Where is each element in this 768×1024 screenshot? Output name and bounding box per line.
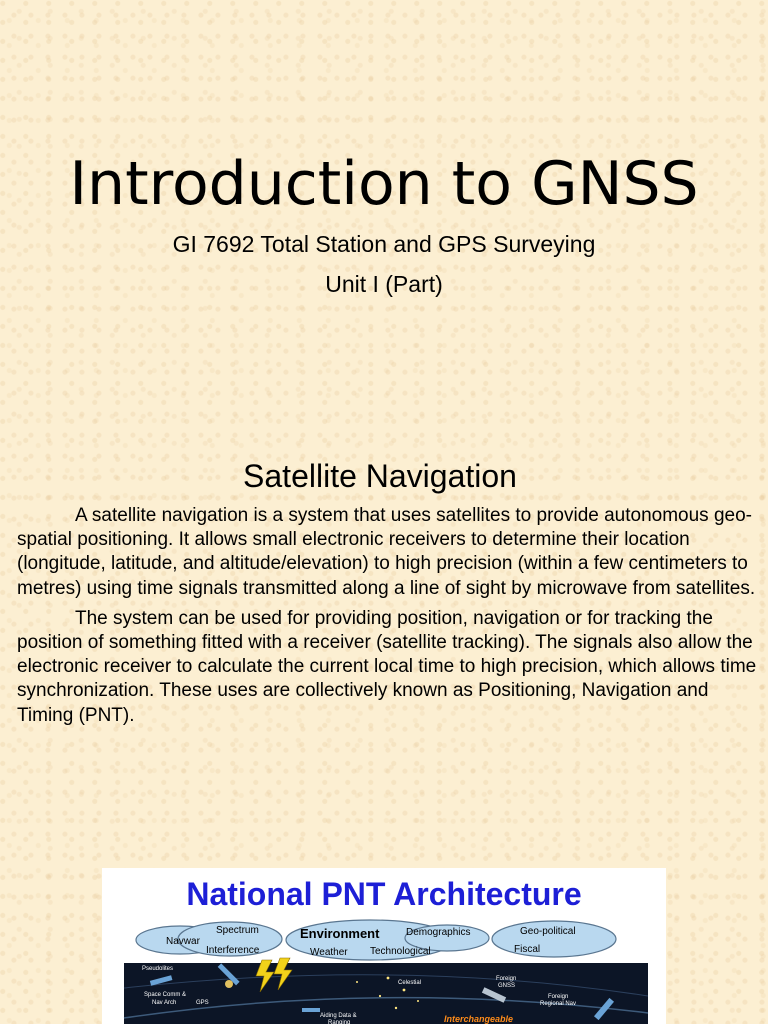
paragraph-uses: The system can be used for providing position, navigation or for tracking the position of something fitted with a receiver (satellite tracking). The signals also allow the electronic receiver to calculate the current local time to high precision, which allows time synchronization. These uses are collectively known as Positioning, Navigation and Timing (PNT).: [17, 607, 757, 726]
paragraph-definition: A satellite navigation is a system that uses satellites to provide autonomous geo-spatial positioning. It allows small electronic receivers to determine their location (longitude, latitude, and altitude/elevation) to high precision (within a few centimeters to metres) using time signals transmitted along a line of sight by microwave from satellites.: [17, 505, 756, 599]
presentation-title: Introduction to GNSS: [69, 149, 699, 219]
cloud-label-environment: Environment: [300, 926, 380, 941]
space-label-foreign-regional-2: Regional Nav: [540, 1001, 577, 1007]
title-slide: [0, 0, 768, 400]
cloud-label-weather: Weather: [310, 947, 348, 958]
course-subtitle: GI 7692 Total Station and GPS Surveying: [172, 231, 596, 257]
body-text: [17, 504, 757, 734]
cloud-label-technological: Technological: [370, 946, 431, 957]
space-label-aiding-1: Aiding Data &: [320, 1013, 357, 1019]
cloud-label-navwar: Navwar: [166, 936, 200, 947]
space-label-gps: GPS: [196, 1000, 209, 1006]
space-label-celestial: Celestial: [398, 980, 422, 986]
space-label-aiding-2: Ranging: [328, 1020, 351, 1024]
cloud-label-fiscal: Fiscal: [514, 944, 541, 955]
unit-subtitle: Unit I (Part): [325, 271, 443, 297]
cloud-label-spectrum: Spectrum: [216, 925, 259, 936]
cloud-label-interference: Interference: [206, 945, 260, 956]
space-label-foreign-gnss-2: GNSS: [498, 983, 516, 989]
space-label-interchangeable: Interchangeable: [444, 1014, 514, 1024]
space-label-pseudolites: Pseudolites: [142, 966, 174, 972]
figure-title: National PNT Architecture: [186, 876, 582, 912]
space-label-nav-arch: Nav Arch: [152, 1000, 177, 1006]
pnt-architecture-figure: [102, 868, 666, 1024]
space-label-foreign-gnss-1: Foreign: [496, 976, 517, 982]
cloud-label-demographics: Demographics: [406, 927, 471, 938]
cloud-label-geo-political: Geo-political: [520, 926, 576, 937]
space-label-foreign-regional-1: Foreign: [548, 994, 569, 1000]
space-background: [124, 963, 648, 1024]
section-title: Satellite Navigation: [243, 458, 517, 494]
satellite-icon-aiding: [302, 1008, 320, 1012]
content-slide: [0, 440, 768, 820]
space-label-space-comm: Space Comm &: [144, 992, 187, 998]
